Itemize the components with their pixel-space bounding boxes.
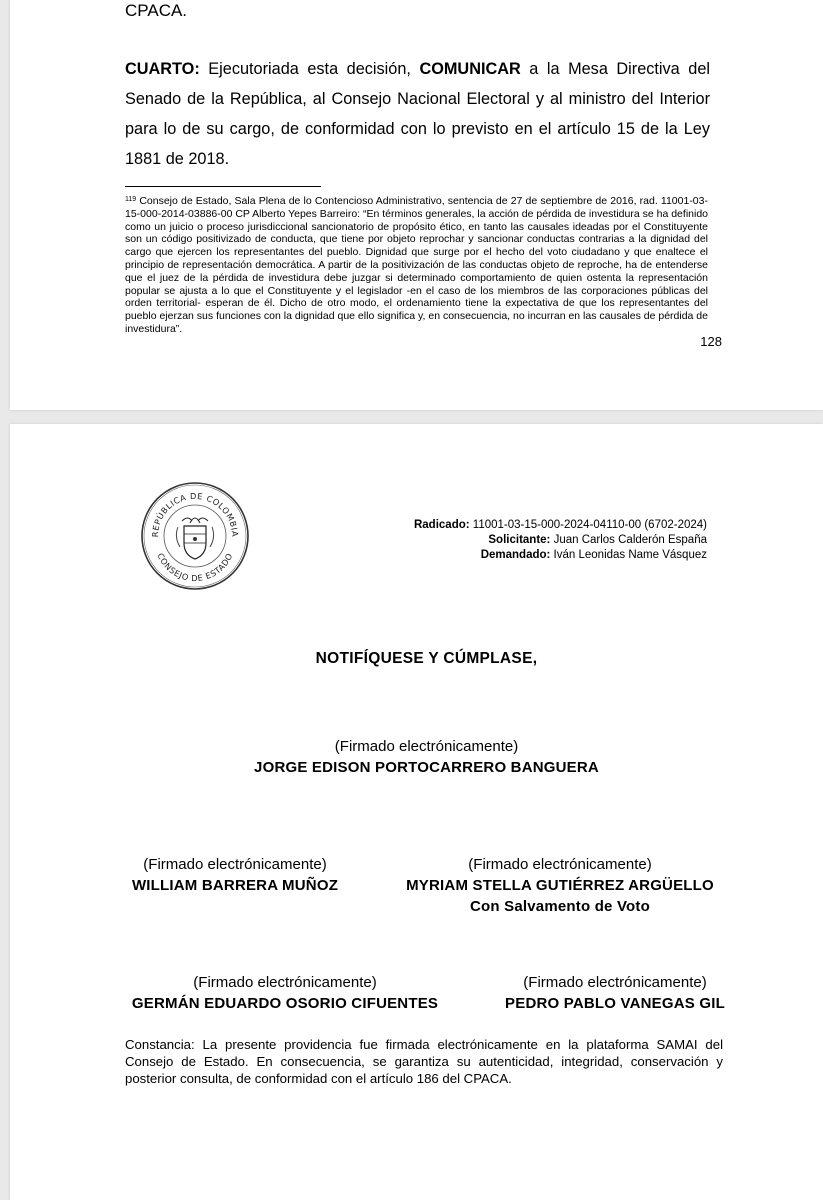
demandado-label: Demandado: (480, 549, 551, 561)
signature-label: (Firmado electrónicamente) (468, 856, 652, 873)
solicitante-label: Solicitante: (488, 534, 551, 546)
signature-right-2 (465, 972, 765, 1014)
signature-left-2 (115, 972, 455, 1014)
demandado-value: Iván Leonidas Name Vásquez (550, 549, 707, 561)
svg-text:REPÚBLICA DE COLOMBIA (150, 491, 240, 538)
seal-top-text: REPÚBLICA DE COLOMBIA (149, 490, 241, 538)
signature-label: (Firmado electrónicamente) (523, 974, 707, 991)
document-page-signatures (10, 424, 823, 1200)
continuation-text: CPACA. (125, 1, 188, 20)
radicado-line (340, 518, 707, 533)
signature-note: Con Salvamento de Voto (470, 898, 650, 915)
radicado-label: Radicado: (413, 519, 470, 531)
seal-bottom-text: CONSEJO DE ESTADO (155, 551, 235, 584)
signature-label: (Firmado electrónicamente) (193, 974, 377, 991)
demandado-line (340, 548, 707, 563)
page-number: 128 (700, 334, 722, 349)
cuarto-text-2: a la Mesa Directiva del Senado de la República, al Consejo Nacional Electoral y al ministro del Interior para lo de su cargo, de conformidad con lo previsto en el artículo 15 de la Ley 1881 de 2018. (125, 60, 710, 168)
solicitante-value: Juan Carlos Calderón España (550, 534, 707, 546)
radicado-value: 11001-03-15-000-2024-04110-00 (6702-2024) (469, 519, 707, 531)
signature-name: JORGE EDISON PORTOCARRERO BANGUERA (254, 759, 599, 776)
signature-name: GERMÁN EDUARDO OSORIO CIFUENTES (131, 995, 439, 1012)
footnote-119 (125, 194, 708, 336)
cuarto-lead: CUARTO: (125, 60, 200, 78)
notify-heading: NOTIFÍQUESE Y CÚMPLASE, (315, 650, 538, 667)
cuarto-bold-word: COMUNICAR (419, 60, 521, 78)
signature-name: MYRIAM STELLA GUTIÉRREZ ARGÜELLO (406, 877, 714, 894)
signature-name: WILLIAM BARRERA MUÑOZ (131, 877, 339, 894)
signature-label: (Firmado electrónicamente) (143, 856, 327, 873)
signature-left-1 (110, 854, 360, 896)
solicitante-line (340, 533, 707, 548)
footnote-text: Consejo de Estado, Sala Plena de lo Contencioso Administrativo, sentencia de 27 de septiembre de 2016, rad. 11001-03-15-000-2014-03886-00 CP Alberto Yepes Barreiro: “En términos generales, la acción de pérdida de investidura se ha definido como un juicio o proceso jurisdiccional sancionatorio de propósito ético, en tanto las causales ideadas por el Constituyente son un código positivizado de conducta, que tiene por objeto reprochar y sancionar conductas contrarias a la dignidad del cargo que ejercen los representantes del pueblo. Dignidad que surge por el hecho del voto ciudadano y que enaltece el principio de representación democrática. A partir de la positivización de las conductas objeto de reproche, ha de entenderse que el juez de la pérdida de investidura debe juzgar si determinado comportamiento de quien ostenta la representación popular se ajusta a lo que el Constituyente y el legislador -en el caso de los miembros de las corporaciones públicas del orden territorial- esperan de él. Dicho de otro modo, el ordenamiento tiene la expectativa de que los representantes del pueblo ejerzan sus funciones con la dignidad que ello significa y, en consecuencia, no incurran en las causales de pérdida de investidura”. (125, 195, 708, 335)
consejo-de-estado-seal-icon (140, 481, 250, 591)
cuarto-text-1: Ejecutoriada esta decisión, (199, 60, 420, 78)
signature-main (20, 736, 823, 778)
signature-name: PEDRO PABLO VANEGAS GIL (505, 995, 725, 1012)
signature-label: (Firmado electrónicamente) (334, 738, 519, 755)
constancia-paragraph: Constancia: La presente providencia fue firmada electrónicamente en la plataforma SAMAI del Consejo de Estado. En consecuencia, se garantiza su autenticidad, integridad, conservación y posterior consulta, de conformidad con el artículo 186 del CPACA. (125, 1037, 723, 1086)
case-header (340, 518, 707, 563)
signature-right-1 (385, 854, 735, 917)
footnote-number: 119 (125, 196, 137, 203)
footnote-separator (125, 186, 321, 187)
document-page-128 (10, 0, 823, 410)
resolution-cuarto-paragraph (125, 54, 710, 174)
